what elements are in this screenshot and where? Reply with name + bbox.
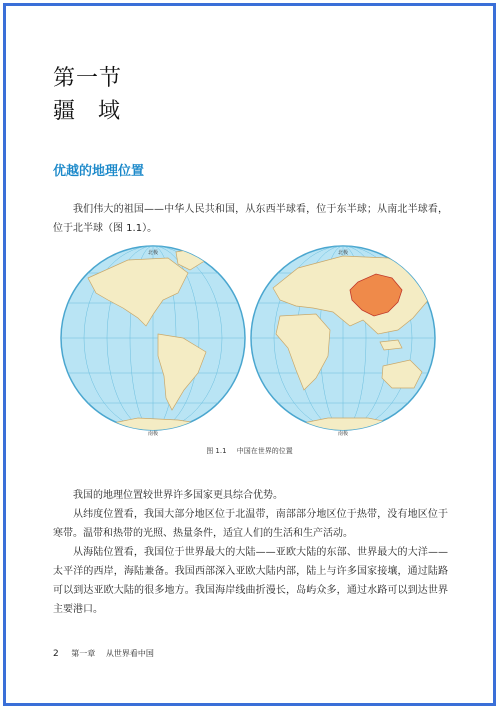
east-north-pole-label: 北极 xyxy=(337,250,349,256)
paragraph-sea-land: 从海陆位置看，我国位于世界最大的大陆——亚欧大陆的东部、世界最大的大洋——太平洋的西岸，海陆兼备。我国西部深入亚欧大陆内部，陆上与许多国家接壤，通过陆路可以到达亚欧大陆的很多地方。我国海岸线曲折漫长，岛屿众多，通过水路可以到达世界主要港口。 xyxy=(53,547,448,615)
page-footer xyxy=(53,648,154,659)
section-topic-title: 疆 域 xyxy=(53,99,128,124)
western-hemisphere xyxy=(61,246,245,437)
paragraph-hemisphere: 我们伟大的祖国——中华人民共和国，从东西半球看，位于东半球；从南北半球看，位于北半球（图 1.1）。 xyxy=(53,204,448,234)
footer-chapter: 第一章 xyxy=(71,649,96,658)
paragraph-advantage: 我国的地理位置较世界许多国家更具综合优势。 xyxy=(73,490,283,501)
west-south-pole-label: 南极 xyxy=(147,431,159,437)
hemisphere-map xyxy=(58,238,438,438)
figure-caption-text: 中国在世界的位置 xyxy=(236,447,293,455)
figure-number: 图 1.1 xyxy=(206,447,227,455)
subsection-heading: 优越的地理位置 xyxy=(53,164,145,179)
section-number-title: 第一节 xyxy=(53,66,123,91)
paragraph-latitude: 从纬度位置看，我国大部分地区位于北温带，南部部分地区位于热带，没有地区位于寒带。温带和热带的光照、热量条件，适宜人们的生活和生产活动。 xyxy=(53,509,448,539)
west-north-pole-label: 北极 xyxy=(147,250,159,256)
world-hemispheres-figure xyxy=(58,238,438,438)
page-number: 2 xyxy=(53,649,59,659)
figure-caption xyxy=(0,446,499,456)
east-south-pole-label: 南极 xyxy=(337,431,349,437)
eastern-hemisphere xyxy=(251,246,435,437)
footer-chapter-title: 从世界看中国 xyxy=(105,649,154,658)
